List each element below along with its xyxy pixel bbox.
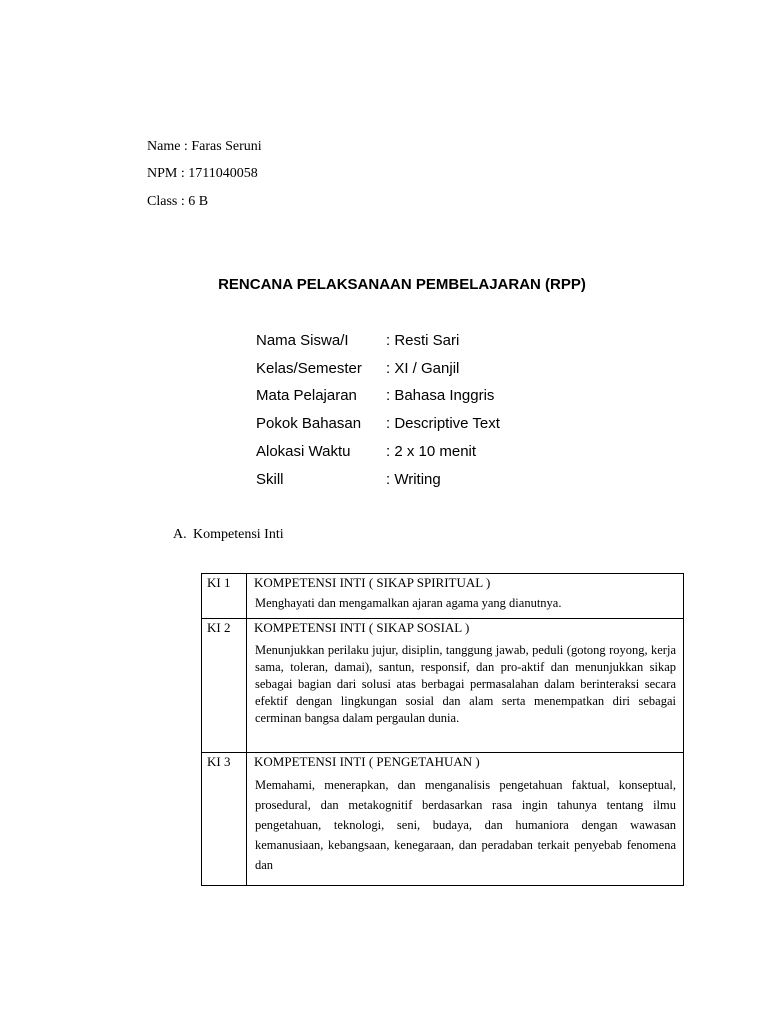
info-label: Skill [256,471,284,488]
section-letter: A. [173,527,187,542]
ki-code: KI 1 [207,575,231,590]
ki-heading: KOMPETENSI INTI ( PENGETAHUAN ) [254,754,480,769]
ki-heading: KOMPETENSI INTI ( SIKAP SPIRITUAL ) [254,575,491,590]
info-value: : Bahasa Inggris [386,387,495,404]
info-label: Kelas/Semester [256,360,362,377]
section-title: Kompetensi Inti [193,527,284,542]
info-value: : XI / Ganjil [386,360,460,377]
table-row [202,574,684,619]
info-value: : 2 x 10 menit [386,443,477,460]
table-row [202,753,684,886]
info-label: Alokasi Waktu [256,443,351,460]
ki-heading: KOMPETENSI INTI ( SIKAP SOSIAL ) [254,620,470,635]
ki-code: KI 2 [207,620,231,635]
info-label: Mata Pelajaran [256,387,357,404]
student-class: Class : 6 B [147,194,209,209]
ki-code-cell [202,574,247,619]
info-label: Pokok Bahasan [256,415,362,432]
student-npm: NPM : 1711040058 [147,166,258,181]
info-value: : Resti Sari [386,332,460,349]
table-row [202,619,684,753]
info-value: : Writing [386,471,441,488]
info-label: Nama Siswa/I [256,332,349,349]
section-heading [173,527,284,543]
ki-body: Memahami, menerapkan, dan menganalisis pengetahuan faktual, konseptual, prosedural, dan metakognitif berdasarkan rasa ingin tahunya tentang ilmu pengetahuan, teknologi, seni, budaya, dan humaniora dengan wawasan kemanusiaan, kebangsaan, kenegaraan, dan peradaban terkait penyebab fenomena dan [255,778,676,872]
ki-content-cell [247,619,684,753]
ki-code: KI 3 [207,754,231,769]
document-title: RENCANA PELAKSANAAN PEMBELAJARAN (RPP) [218,276,586,293]
info-value: : Descriptive Text [386,415,500,432]
student-name: Name : Faras Seruni [147,139,262,154]
ki-code-cell [202,619,247,753]
ki-body: Menghayati dan mengamalkan ajaran agama yang dianutnya. [255,596,562,610]
ki-body: Menunjukkan perilaku jujur, disiplin, tanggung jawab, peduli (gotong royong, kerja sama, toleran, damai), santun, responsif, dan pro-aktif dan menunjukkan sikap sebagai bagian dari solusi atas berbagai permasalahan dalam berinteraksi secara efektif dengan lingkungan sosial dan alam serta menempatkan diri sebagai cerminan bangsa dalam pergaulan dunia. [255,643,676,725]
kompetensi-inti-table [201,573,684,886]
ki-content-cell [247,574,684,619]
ki-code-cell [202,753,247,886]
ki-content-cell [247,753,684,886]
